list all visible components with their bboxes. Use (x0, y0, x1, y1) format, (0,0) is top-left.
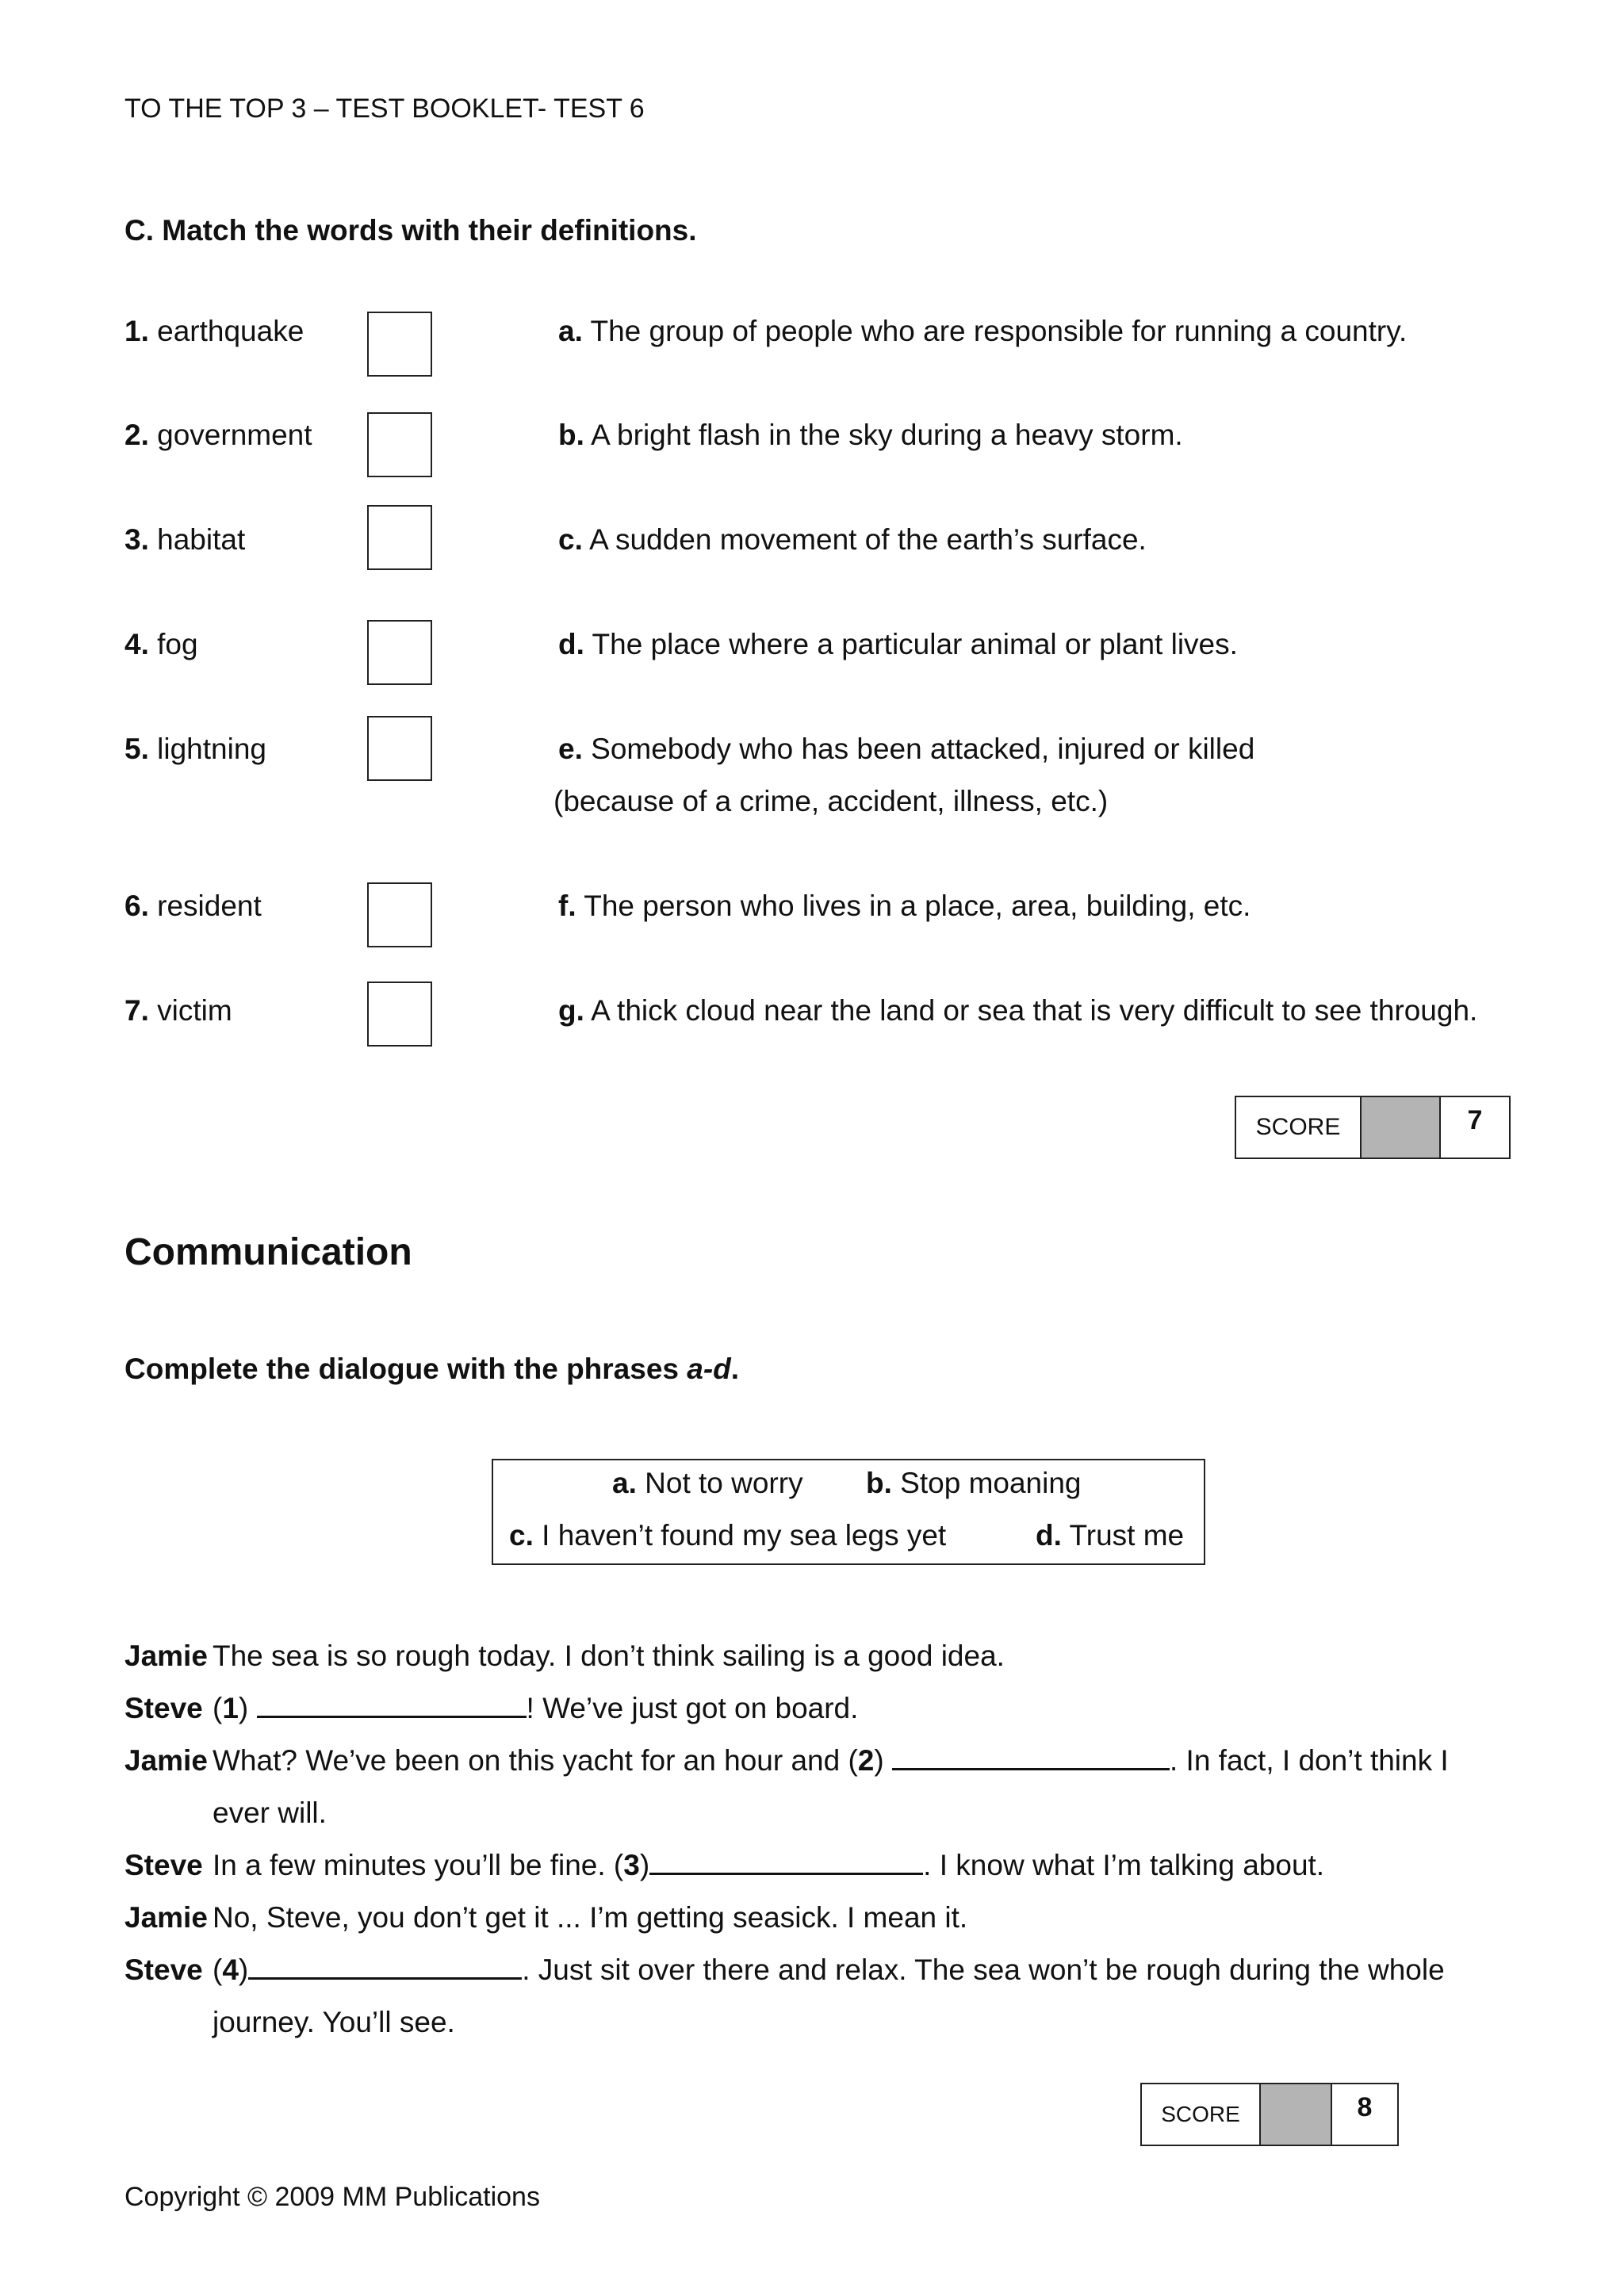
dialogue-line-2: (1) ! We’ve just got on board. (213, 1692, 859, 1724)
dialogue-line-1: The sea is so rough today. I don’t think sailing is a good idea. (213, 1640, 1005, 1672)
dialogue-line-3: What? We’ve been on this yacht for an hour and (2) . In fact, I don’t think I (213, 1744, 1449, 1777)
answer-box-2[interactable] (367, 412, 432, 477)
definition-e: e. Somebody who has been attacked, injured or killed (558, 733, 1255, 765)
definition-c: c. A sudden movement of the earth’s surface. (558, 523, 1147, 556)
word-item-6: 6. resident (124, 890, 262, 922)
answer-box-6[interactable] (367, 882, 432, 947)
definition-f: f. The person who lives in a place, area, building, etc. (558, 890, 1251, 922)
speaker-label: Jamie (124, 1640, 208, 1672)
word-item-5: 5. lightning (124, 733, 266, 765)
score-field[interactable] (1362, 1097, 1441, 1158)
score-max: 7 (1467, 1105, 1483, 1135)
dialogue-line-3-continued: ever will. (213, 1797, 327, 1829)
definition-b: b. A bright flash in the sky during a heavy storm. (558, 419, 1183, 451)
answer-blank-3[interactable] (649, 1849, 923, 1875)
answer-blank-1[interactable] (257, 1692, 527, 1718)
dialogue-line-6: (4) . Just sit over there and relax. The sea won’t be rough during the whole (213, 1954, 1445, 1986)
section-title: Communication (124, 1231, 412, 1273)
copyright-footer: Copyright © 2009 MM Publications (124, 2182, 540, 2212)
answer-box-5[interactable] (367, 716, 432, 781)
score-field[interactable] (1261, 2084, 1332, 2145)
answer-blank-2[interactable] (892, 1744, 1170, 1770)
section-c-instruction: C. Match the words with their definitions. (124, 214, 697, 247)
communication-instruction: Complete the dialogue with the phrases a-d. (124, 1353, 740, 1385)
answer-blank-4[interactable] (248, 1954, 522, 1980)
score-label: SCORE (1142, 2084, 1261, 2145)
answer-box-1[interactable] (367, 312, 432, 377)
score-box-communication (1140, 2083, 1399, 2146)
speaker-label: Steve (124, 1692, 203, 1724)
definition-g: g. A thick cloud near the land or sea that is very difficult to see through. (558, 994, 1478, 1027)
word-item-3: 3. habitat (124, 523, 246, 556)
speaker-label: Jamie (124, 1901, 208, 1934)
definition-e-continued: (because of a crime, accident, illness, etc.) (553, 785, 1109, 817)
speaker-label: Steve (124, 1954, 203, 1986)
phrase-b: b. Stop moaning (866, 1467, 1082, 1499)
page-header: TO THE TOP 3 – TEST BOOKLET- TEST 6 (124, 94, 645, 124)
score-box-c (1235, 1096, 1511, 1159)
phrase-a: a. Not to worry (612, 1467, 803, 1499)
speaker-label: Jamie (124, 1744, 208, 1777)
score-max: 8 (1357, 2092, 1373, 2122)
score-label: SCORE (1236, 1097, 1362, 1158)
word-item-1: 1. earthquake (124, 315, 304, 347)
answer-box-7[interactable] (367, 982, 432, 1047)
answer-box-3[interactable] (367, 505, 432, 570)
word-item-7: 7. victim (124, 994, 232, 1027)
definition-a: a. The group of people who are responsible for running a country. (558, 315, 1408, 347)
dialogue-line-6-continued: journey. You’ll see. (213, 2006, 455, 2038)
answer-box-4[interactable] (367, 620, 432, 685)
dialogue-line-5: No, Steve, you don’t get it ... I’m getting seasick. I mean it. (213, 1901, 968, 1934)
word-item-4: 4. fog (124, 628, 198, 660)
definition-d: d. The place where a particular animal or plant lives. (558, 628, 1238, 660)
speaker-label: Steve (124, 1849, 203, 1881)
dialogue-line-4: In a few minutes you’ll be fine. (3) . I know what I’m talking about. (213, 1849, 1325, 1881)
phrase-d: d. Trust me (1036, 1519, 1185, 1552)
phrase-c: c. I haven’t found my sea legs yet (509, 1519, 947, 1552)
phrases-box (492, 1459, 1205, 1565)
word-item-2: 2. government (124, 419, 312, 451)
